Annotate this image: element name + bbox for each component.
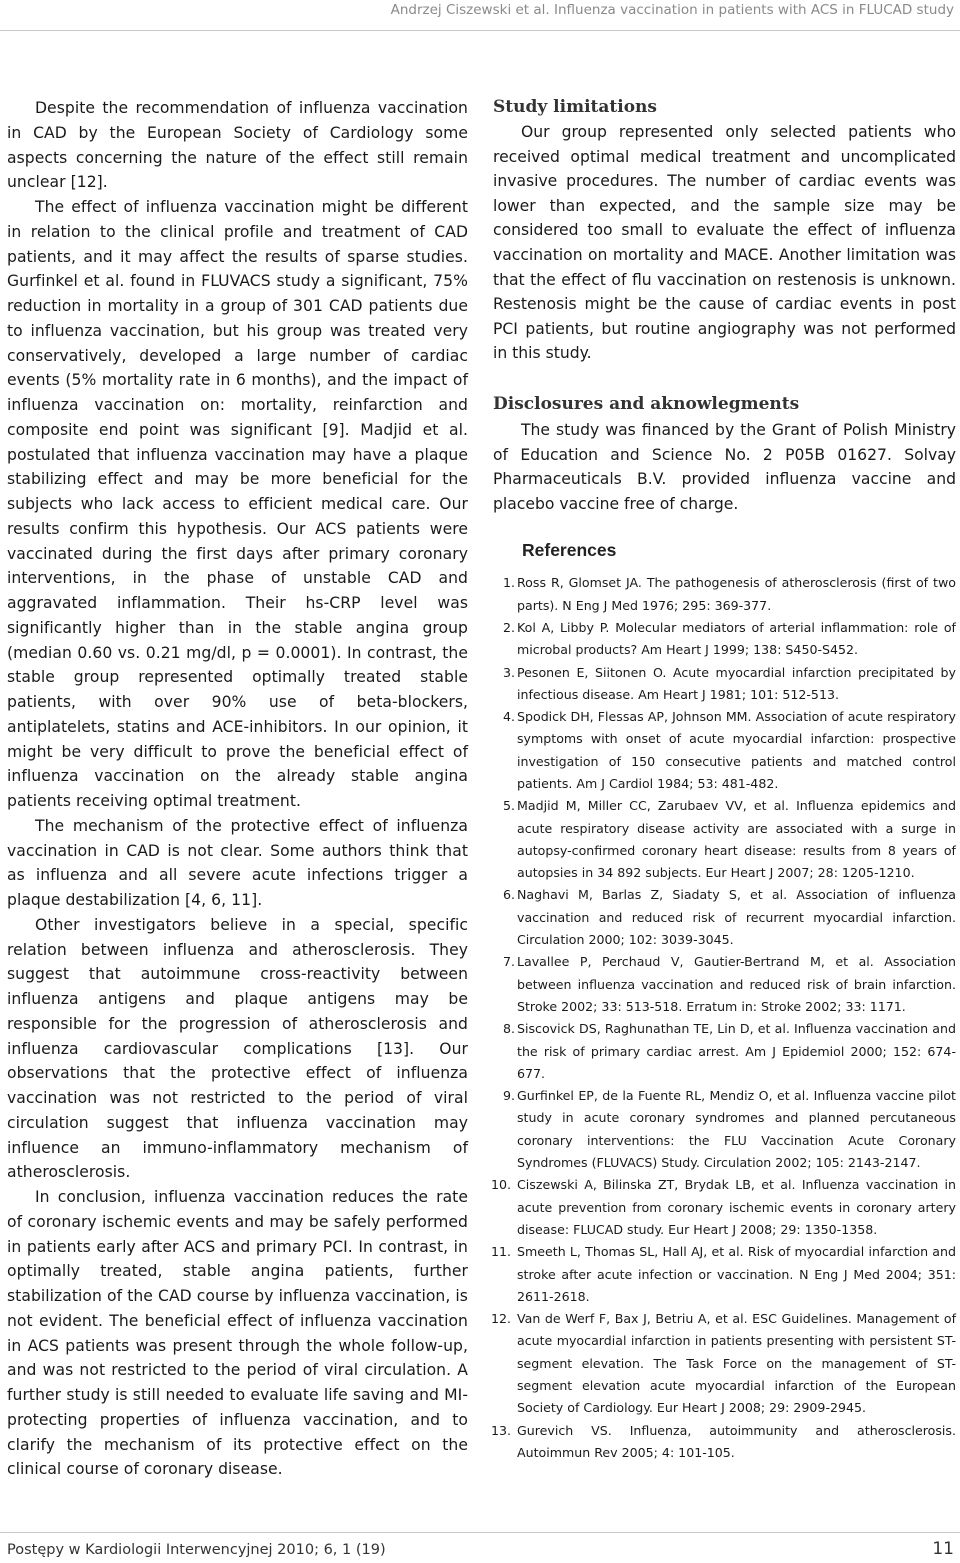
reference-number: 13. bbox=[490, 1422, 511, 1438]
references-heading: References bbox=[522, 540, 617, 561]
disclosures-heading: Disclosures and aknowlegments bbox=[493, 393, 800, 414]
page-number: 11 bbox=[932, 1539, 954, 1559]
reference-number: 11. bbox=[490, 1244, 511, 1260]
reference-text: Gurevich VS. Influenza, autoimmunity and atherosclerosis. Autoimmun Rev 2005; 4: 101-105. bbox=[517, 1422, 956, 1460]
reference-text: Lavallee P, Perchaud V, Gautier-Bertrand M, et al. Association between influenza vaccination and reduced risk of brain infarction. Stroke 2002; 33: 513-518. Erratum in: Stroke 2002; 33: 1171. bbox=[517, 954, 956, 1014]
reference-number: 7. bbox=[502, 954, 515, 970]
reference-item bbox=[490, 1174, 956, 1241]
limitations-heading: Study limitations bbox=[493, 97, 657, 117]
reference-item bbox=[493, 662, 956, 707]
body-paragraph: Other investigators believe in a special, specific relation between influenza and atherosclerosis. They suggest that autoimmune cross-reactivity between influenza antigens and plaque antigens may be responsible for the progression of atherosclerosis and influenza cardiovascular complications [13]. Our observations that the protective effect of influenza vaccination was not restricted to the period of viral circulation suggest that influenza vaccination may influence an immuno-inflammatory mechanism of atherosclerosis. bbox=[7, 915, 468, 1182]
reference-item bbox=[493, 617, 956, 662]
reference-text: Kol A, Libby P. Molecular mediators of arterial inflammation: role of microbal products? Am Heart J 1999; 138: S450-S452. bbox=[517, 619, 956, 658]
header-divider bbox=[0, 30, 960, 31]
references-list bbox=[490, 572, 956, 1464]
reference-text: Gurfinkel EP, de la Fuente RL, Mendiz O, et al. Influenza vaccine pilot study in acute coronary syndromes and planned percutaneous coronary interventions: the FLU Vaccination Acute Coronary Syndromes (FLUVACS) Study. Circulation 2002; 105: 2143-2147. bbox=[517, 1088, 956, 1171]
reference-number: 10. bbox=[490, 1177, 511, 1193]
body-paragraph: The effect of influenza vaccination might be different in relation to the clinical profile and treatment of CAD patients, and it may affect the results of sparse studies. Gurfinkel et al. found in FLUVACS study a significant, 75% reduction in mortality in a group of 301 CAD patients due to influenza vaccination, but his group was treated very conservatively, developed a large number of cardiac events (5% mortality rate in 6 months), and the impact of influenza vaccination on: mortality, reinfarction and composite end point was significant [9]. Madjid et al. postulated that influenza vaccination may have a plaque stabilizing effect and may be more beneficial for the subjects who lack access to efficient medical care. Our results confirm this hypothesis. Our ACS patients were vaccinated during the first days after primary coronary interventions, in the phase of unstable CAD and aggravated inflammation. Their hs-CRP level was significantly higher than in the stable angina group (median 0.60 vs. 0.21 mg/dl, p = 0.0001). In contrast, the stable group represented optimally treated stable patients, with over 90% use of beta-blockers, antiplatelets, statins and ACE-inhibitors. In our opinion, it might be very difficult to prove the beneficial effect of influenza vaccination on the already stable angina patients receiving optimal treatment. bbox=[7, 198, 468, 810]
reference-text: Madjid M, Miller CC, Zarubaev VV, et al. Influenza epidemics and acute respiratory disease activity are associated with a surge in autopsy-confirmed coronary heart disease: results from 8 years of autopsies in 34 892 subjects. Eur Heart J 2007; 28: 1205-1210. bbox=[517, 798, 956, 881]
reference-number: 3. bbox=[502, 664, 515, 680]
journal-citation: Postępy w Kardiologii Interwencyjnej 2010; 6, 1 (19) bbox=[7, 1542, 386, 1558]
disclosures-text: The study was financed by the Grant of Polish Ministry of Education and Science No. 2 P05B 01627. Solvay Pharmaceuticals B.V. provided influenza vaccine and placebo vaccine free of charge. bbox=[493, 420, 956, 513]
reference-number: 6. bbox=[502, 887, 515, 903]
reference-item bbox=[493, 706, 956, 795]
reference-item bbox=[493, 1018, 956, 1085]
reference-item bbox=[490, 1308, 956, 1419]
reference-text: Van de Werf F, Bax J, Betriu A, et al. ESC Guidelines. Management of acute myocardial infarction in patients presenting with persistent ST-segment elevation. The Task Force on the management of ST-segment elevation acute myocardial infarction of the European Society of Cardiology. Eur Heart J 2008; 29: 2909-2945. bbox=[517, 1311, 956, 1416]
limitations-text: Our group represented only selected patients who received optimal medical treatment and uncomplicated invasive procedures. The number of cardiac events was lower than expected, and the sample size may be considered too small to evaluate the effect of influenza vaccination on mortality and MACE. Another limitation was that the effect of flu vaccination on restenosis is unknown. Restenosis might be the cause of cardiac events in post PCI patients, but routine angiography was not performed in this study. bbox=[493, 123, 956, 363]
reference-item bbox=[493, 951, 956, 1018]
reference-item bbox=[493, 795, 956, 884]
reference-number: 5. bbox=[502, 798, 515, 814]
reference-item bbox=[490, 1241, 956, 1308]
reference-text: Ciszewski A, Bilinska ZT, Brydak LB, et al. Influenza vaccination in acute prevention from coronary ischemic events in coronary artery disease: FLUCAD study. Eur Heart J 2008; 29: 1350-1358. bbox=[517, 1177, 956, 1237]
reference-number: 4. bbox=[502, 709, 515, 725]
reference-item bbox=[493, 884, 956, 951]
footer-divider bbox=[0, 1532, 960, 1533]
reference-item bbox=[493, 572, 956, 617]
reference-text: Ross R, Glomset JA. The pathogenesis of atherosclerosis (first of two parts). N Eng J Med 1976; 295: 369-377. bbox=[517, 575, 956, 613]
reference-text: Naghavi M, Barlas Z, Siadaty S, et al. Association of influenza vaccination and reduced risk of recurrent myocardial infarction. Circulation 2000; 102: 3039-3045. bbox=[517, 887, 956, 948]
reference-text: Siscovick DS, Raghunathan TE, Lin D, et al. Influenza vaccination and the risk of primary cardiac arrest. Am J Epidemiol 2000; 152: 674-677. bbox=[517, 1021, 956, 1081]
reference-number: 12. bbox=[490, 1311, 511, 1327]
running-header: Andrzej Ciszewski et al. Influenza vaccination in patients with ACS in FLUCAD study bbox=[390, 2, 954, 18]
reference-number: 8. bbox=[502, 1021, 515, 1037]
body-paragraph: In conclusion, influenza vaccination reduces the rate of coronary ischemic events and may be safely performed in patients early after ACS and primary PCI. In contrast, in optimally treated, stable angina patients, further stabilization of the CAD course by influenza vaccination, is not evident. The beneficial effect of influenza vaccination in ACS patients was present through the whole follow-up, and was not restricted to the period of viral circulation. A further study is still needed to evaluate life saving and MI-protecting properties of influenza vaccination, and to clarify the mechanism of its protective effect on the clinical course of coronary disease. bbox=[7, 1188, 468, 1479]
reference-item bbox=[490, 1420, 956, 1465]
reference-text: Spodick DH, Flessas AP, Johnson MM. Association of acute respiratory symptoms with onset of acute myocardial infarction: prospective investigation of 150 consecutive patients and matched control patients. Am J Cardiol 1984; 53: 481-482. bbox=[517, 709, 956, 791]
reference-item bbox=[493, 1085, 956, 1174]
left-column bbox=[7, 96, 468, 1482]
body-paragraph: Despite the recommendation of influenza vaccination in CAD by the European Society of Cardiology some aspects concerning the nature of the effect still remain unclear [12]. bbox=[7, 99, 468, 192]
reference-number: 1. bbox=[502, 575, 515, 591]
right-column bbox=[490, 96, 956, 1464]
reference-number: 9. bbox=[502, 1088, 515, 1104]
reference-number: 2. bbox=[502, 619, 515, 635]
reference-text: Pesonen E, Siitonen O. Acute myocardial infarction precipitated by infectious disease. Am Heart J 1981; 101: 512-513. bbox=[517, 664, 956, 702]
reference-text: Smeeth L, Thomas SL, Hall AJ, et al. Risk of myocardial infarction and stroke after acute infection or vaccination. N Eng J Med 2004; 351: 2611-2618. bbox=[517, 1244, 956, 1304]
body-paragraph: The mechanism of the protective effect of influenza vaccination in CAD is not clear. Some authors think that as influenza and all severe acute infections trigger a plaque destabilization [4, 6, 11]. bbox=[7, 816, 468, 909]
